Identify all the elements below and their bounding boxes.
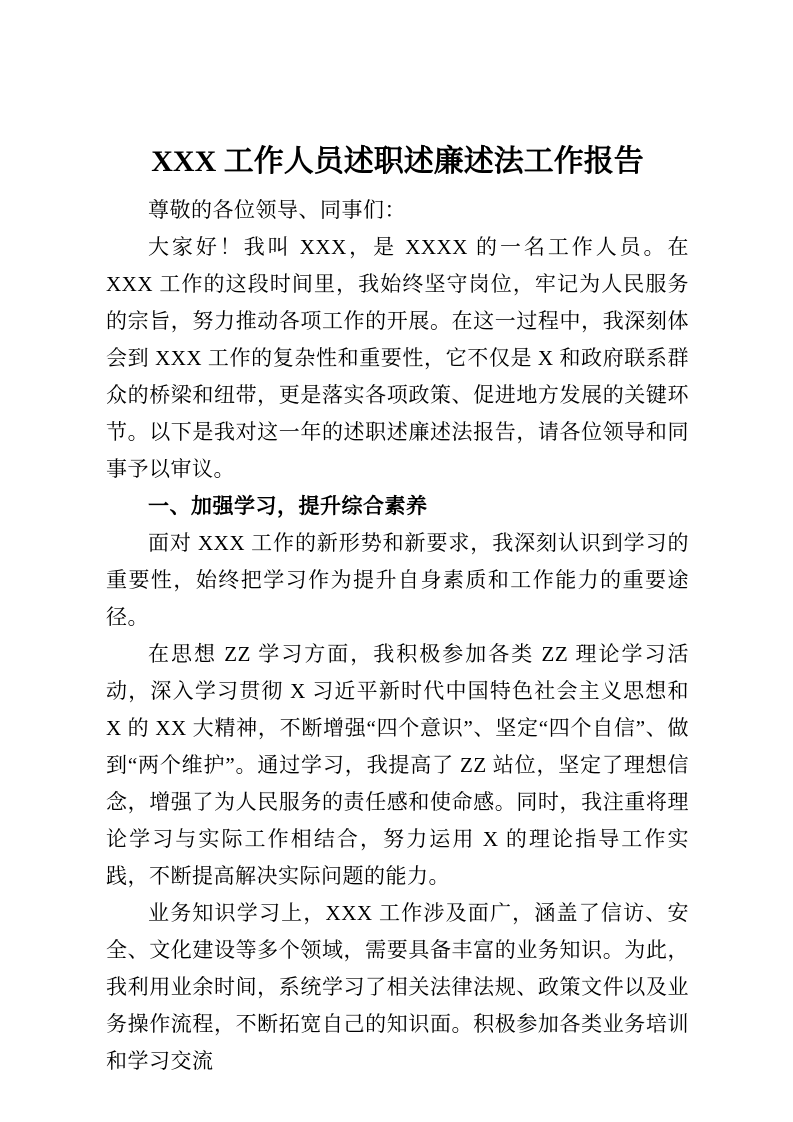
document-title: XXX 工作人员述职述廉述法工作报告 [151, 145, 644, 178]
paragraph-business-knowledge: 业务知识学习上，XXX 工作涉及面广，涵盖了信访、安全、文化建设等多个领域，需要具备丰富的业务知识。为此，我利用业余时间，系统学习了相关法律法规、政策文件以及业务操作流程，不断拓宽自己的知识面。积极参加各类业务培训和学习交流 [106, 901, 689, 1073]
paragraph-ideology-study: 在思想 ZZ 学习方面，我积极参加各类 ZZ 理论学习活动，深入学习贯彻 X 习近平新时代中国特色社会主义思想和 X 的 XX 大精神，不断增强“四个意识”、坚定“四个自信”、做到“两个维护”。通过学习，我提高了 ZZ 站位，坚定了理想信念，增强了为人民服务的责任感和使命感。同时，我注重将理论学习与实际工作相结合，努力运用 X 的理论指导工作实践，不断提高解决实际问题的能力。 [106, 642, 689, 888]
paragraph-learning-overview: 面对 XXX 工作的新形势和新要求，我深刻认识到学习的重要性，始终把学习作为提升自身素质和工作能力的重要途径。 [106, 531, 689, 629]
section-heading-1: 一、加强学习，提升综合素养 [148, 495, 428, 518]
salutation-line: 尊敬的各位领导、同事们： [148, 198, 406, 222]
paragraph-intro: 大家好！我叫 XXX，是 XXXX 的一名工作人员。在 XXX 工作的这段时间里，我始终坚守岗位，牢记为人民服务的宗旨，努力推动各项工作的开展。在这一过程中，我深刻体会到 XXX 工作的复杂性和重要性，它不仅是 X 和政府联系群众的桥梁和纽带，更是落实各项政策、促进地方发展的关键环节。以下是我对这一年的述职述廉述法报告，请各位领导和同事予以审议。 [106, 235, 689, 481]
